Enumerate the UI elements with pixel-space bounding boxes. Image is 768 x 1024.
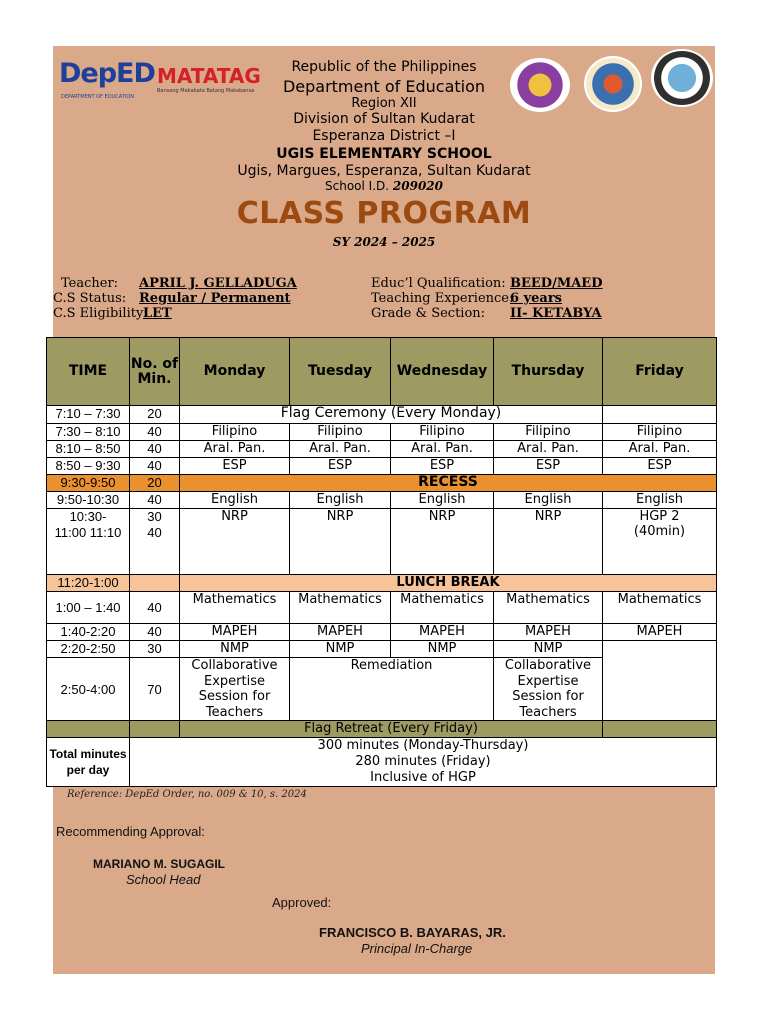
table-row [47,424,717,441]
empty-cell [47,721,130,738]
subject-cell: Filipino [180,424,290,441]
header-friday: Friday [603,338,717,406]
header-time: TIME [47,338,130,406]
lunch-row [47,575,717,592]
header-minutes: No. of Min. [130,338,180,406]
head-title: School Head [126,872,201,887]
collaborative-cell: Collaborative Expertise Session for Teachers [180,658,290,721]
school-id [53,179,715,193]
table-row [47,624,717,641]
eligibility-text: LET [143,306,172,321]
subject-cell: Mathematics [494,592,603,624]
experience-text: 6 years [510,291,562,306]
subject-cell: Mathematics [391,592,494,624]
subject-cell: NMP [180,641,290,658]
time-cell: 2:20-2:50 [47,641,130,658]
time-cell: 8:50 – 9:30 [47,458,130,475]
time-cell: 8:10 – 8:50 [47,441,130,458]
subject-cell: MAPEH [180,624,290,641]
teacher-value [139,276,297,291]
experience-label: Teaching Experience: [371,291,514,306]
page-title: CLASS PROGRAM [236,196,532,231]
subject-cell: English [391,492,494,509]
minutes-cell: 30 [130,641,180,658]
status-label: C.S Status: [53,291,127,306]
deped-logo-subtext: DEPARTMENT OF EDUCATION [61,94,134,100]
deped-logo-text: DepED [59,58,155,89]
minutes-cell [130,509,180,575]
subject-cell: Aral. Pan. [603,441,717,458]
table-row [47,641,717,658]
header-tuesday: Tuesday [290,338,391,406]
table-row [47,592,717,624]
subject-cell: NRP [494,509,603,575]
reference-note: Reference: DepEd Order, no. 009 & 10, s. 2024 [67,789,307,800]
class-program-table [46,337,717,787]
minutes-cell: 20 [130,406,180,424]
school-address: Ugis, Margues, Esperanza, Sultan Kudarat [237,163,531,179]
status-text: Regular / Permanent [139,291,291,306]
subject-cell: Filipino [494,424,603,441]
total-label: Total minutes per day [47,738,130,787]
subject-cell: Aral. Pan. [290,441,391,458]
minutes-cell: 40 [130,592,180,624]
time-cell: 10:30- 11:00 11:10 [47,509,130,575]
flag-retreat-cell: Flag Retreat (Every Friday) [180,721,603,738]
empty-cell [603,406,717,424]
subject-cell: Mathematics [603,592,717,624]
total-cell [130,738,717,787]
subject-cell: NRP [391,509,494,575]
subject-cell: MAPEH [290,624,391,641]
total-line-2: 280 minutes (Friday) [355,754,491,769]
time-cell: 1:40-2:20 [47,624,130,641]
subject-cell: NMP [290,641,391,658]
subject-cell: English [494,492,603,509]
subject-cell: NRP [180,509,290,575]
lunch-cell: LUNCH BREAK [180,575,717,592]
table-row [47,492,717,509]
experience-value [510,291,562,306]
principal-title: Principal In-Charge [361,941,473,956]
recommending-label: Recommending Approval: [56,824,205,839]
subject-cell: MAPEH [494,624,603,641]
school-id-label: School I.D. [325,179,390,193]
empty-cell [603,641,717,721]
remediation-cell: Remediation [290,658,494,721]
grade-text: II- KETABYA [510,306,602,321]
table-row [47,458,717,475]
header-thursday: Thursday [494,338,603,406]
flag-ceremony-cell: Flag Ceremony (Every Monday) [180,406,603,424]
minutes-cell: 40 [130,624,180,641]
minutes-cell: 70 [130,658,180,721]
header-region: Region XII [351,96,417,111]
total-line-3: Inclusive of HGP [370,770,476,785]
subject-cell: Filipino [391,424,494,441]
teacher-name: APRIL J. GELLADUGA [139,276,297,291]
qualification-label: Educ’l Qualification: [371,276,506,291]
eligibility-label: C.S Eligibility: [53,306,148,321]
time-cell: 9:30-9:50 [47,475,130,492]
school-year: SY 2024 – 2025 [332,235,436,249]
subject-cell: NRP [290,509,391,575]
time-cell: 7:30 – 8:10 [47,424,130,441]
time-cell: 2:50-4:00 [47,658,130,721]
minutes-cell: 40 [130,441,180,458]
minutes-value: 40 [147,525,162,540]
grade-value [510,306,602,321]
header-district: Esperanza District –I [312,128,456,144]
approved-label: Approved: [272,895,332,910]
subject-cell: Mathematics [180,592,290,624]
matatag-tagline: Bansang Makabata Batang Makabansa [157,88,255,94]
subject-cell: ESP [290,458,391,475]
grade-label: Grade & Section: [371,306,486,321]
flag-retreat-row [47,721,717,738]
school-id-value: 209020 [392,179,443,193]
empty-cell [130,721,180,738]
qualification-value [510,276,603,291]
subject-cell: HGP 2 (40min) [603,509,717,575]
subject-cell: ESP [391,458,494,475]
table-header-row [47,338,717,406]
empty-cell [130,575,180,592]
header-division: Division of Sultan Kudarat [293,111,475,127]
header-wednesday: Wednesday [391,338,494,406]
empty-cell [603,721,717,738]
subject-cell: Filipino [290,424,391,441]
time-cell: 9:50-10:30 [47,492,130,509]
subject-cell: NMP [494,641,603,658]
recess-cell: RECESS [180,475,717,492]
recess-row [47,475,717,492]
matatag-logo-text: MATATAG [157,64,261,88]
subject-cell: English [180,492,290,509]
table-row [47,406,717,424]
time-cell: 11:20-1:00 [47,575,130,592]
header-monday: Monday [180,338,290,406]
header-department: Department of Education [282,77,486,96]
minutes-value: 30 [147,509,162,524]
subject-cell: English [290,492,391,509]
principal-name: FRANCISCO B. BAYARAS, JR. [319,925,506,940]
subject-cell: Aral. Pan. [494,441,603,458]
time-cell: 7:10 – 7:30 [47,406,130,424]
time-cell: 1:00 – 1:40 [47,592,130,624]
eligibility-value [143,306,172,321]
subject-cell: Filipino [603,424,717,441]
subject-cell: Mathematics [290,592,391,624]
subject-cell: Aral. Pan. [391,441,494,458]
subject-cell: NMP [391,641,494,658]
subject-cell: English [603,492,717,509]
school-name: UGIS ELEMENTARY SCHOOL [276,146,492,162]
header-republic: Republic of the Philippines [291,59,477,75]
subject-cell: ESP [494,458,603,475]
subject-cell: ESP [603,458,717,475]
subject-cell: Aral. Pan. [180,441,290,458]
table-row [47,509,717,575]
head-name: MARIANO M. SUGAGIL [93,857,225,871]
total-line-1: 300 minutes (Monday-Thursday) [317,738,529,753]
minutes-cell: 40 [130,492,180,509]
collaborative-cell: Collaborative Expertise Session for Teachers [494,658,603,721]
subject-cell: MAPEH [603,624,717,641]
minutes-cell: 40 [130,424,180,441]
total-row [47,738,717,787]
minutes-cell: 20 [130,475,180,492]
qualification-text: BEED/MAED [510,276,603,291]
teacher-label: Teacher: [61,276,119,291]
status-value [139,291,291,306]
minutes-cell: 40 [130,458,180,475]
subject-cell: MAPEH [391,624,494,641]
subject-cell: ESP [180,458,290,475]
table-row [47,441,717,458]
